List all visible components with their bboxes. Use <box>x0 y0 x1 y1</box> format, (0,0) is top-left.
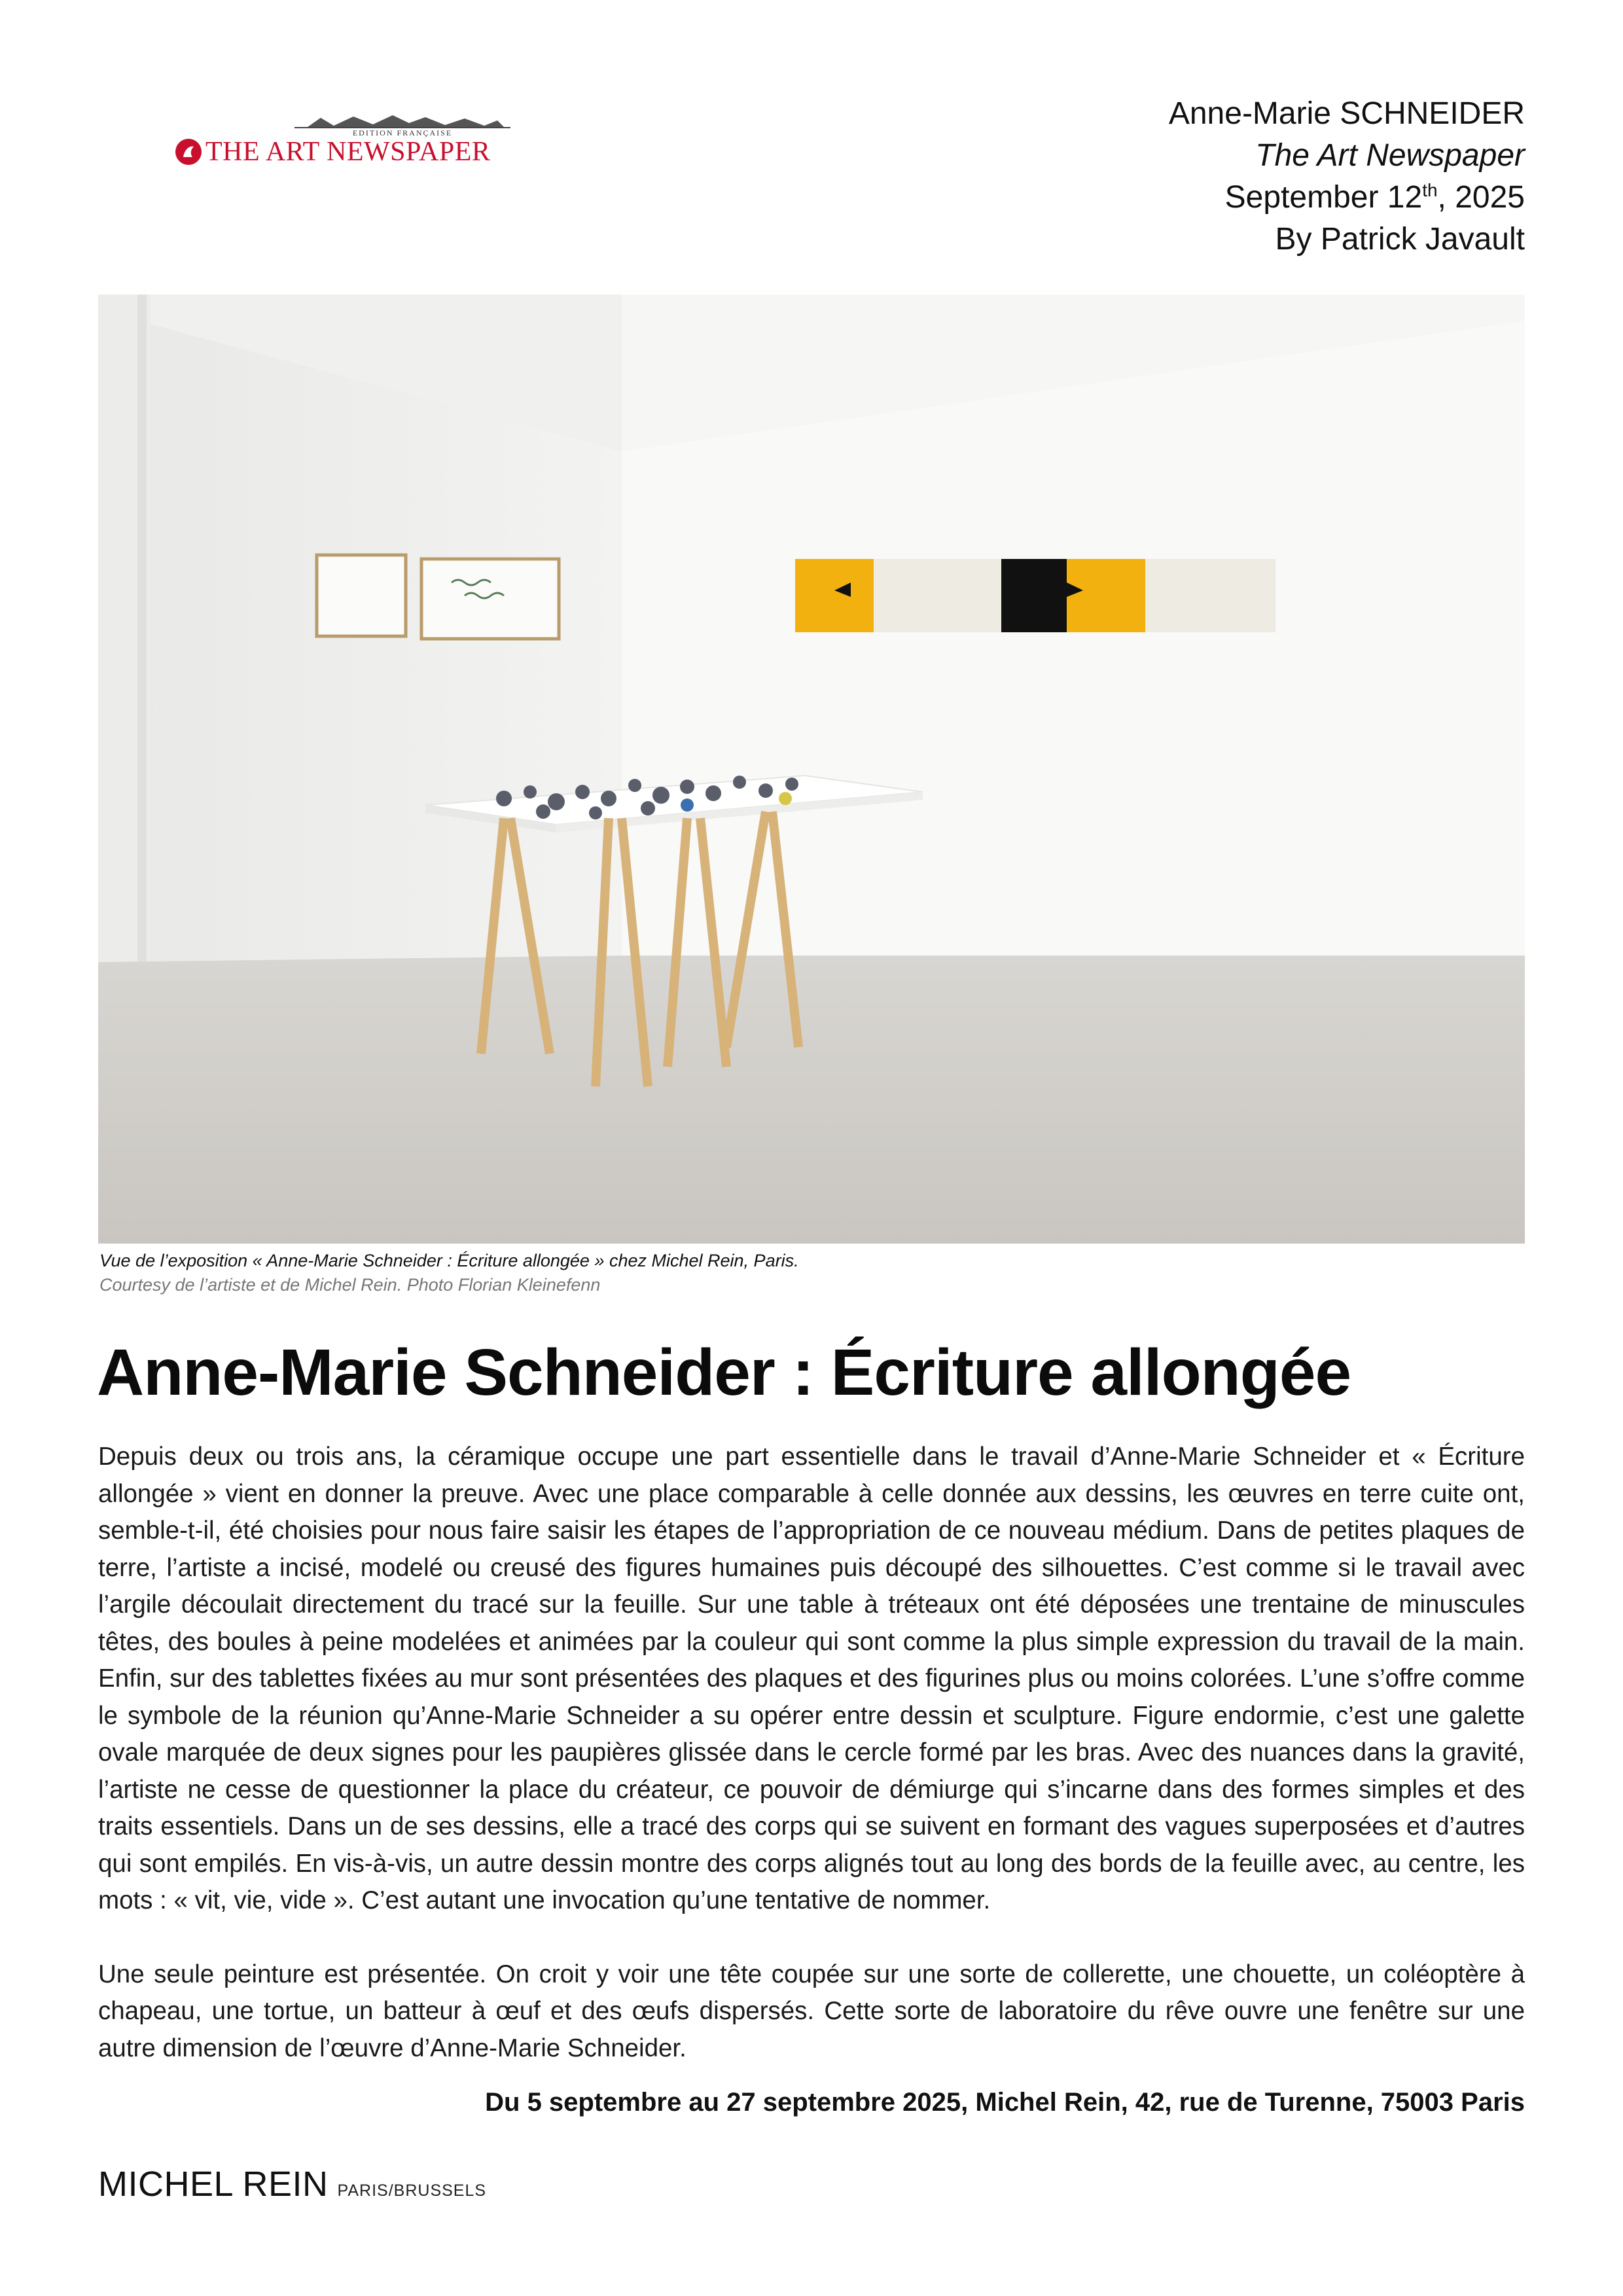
art-newspaper-logo-icon <box>175 139 202 165</box>
article-paragraph: Depuis deux ou trois ans, la céramique occupe une part essentielle dans le travail d’Anne-Marie Schneider et « Écriture allongée » vient en donner la preuve. Avec une place comparable à celle donnée aux dessins, les œuvres en terre cuite ont, semble-t-il, été choisies pour nous faire saisir les étapes de l’appropriation de ce nouveau médium. Dans de petites plaques de terre, l’artiste a incisé, modelé ou creusé des figures humaines puis découpé des silhouettes. C’est comme si le travail avec l’argile découlait directement du tracé sur la feuille. Sur une table à tréteaux ont été déposées une trentaine de minuscules têtes, des boules à peine modelées et animées par la couleur qui sont comme la plus simple expression du travail de la main. Enfin, sur des tablettes fixées au mur sont présentées des plaques et des figurines plus ou moins colorées. L’une s’offre comme le symbole de la réunion qu’Anne-Marie Schneider a su opérer entre dessin et sculpture. Figure endormie, c’est une galette ovale marquée de deux signes pour les paupières glissée dans le cercle formé par les bras. Avec des nuances dans la gravité, l’artiste ne cesse de questionner la place du créateur, ce pouvoir de démiurge qui s’incarne dans des formes simples et des traits essentiels. Dans un de ses dessins, elle a tracé des corps qui se suivent en formant des vagues superposées et d’autres qui sont empilés. En vis-à-vis, un autre dessin montre des corps alignés tout au long des bords de la feuille avec, au centre, les mots : « vit, vie, vide ». C’est autant une invocation qu’une tentative de nommer. <box>98 1443 1525 1914</box>
photo-caption <box>99 1249 799 1297</box>
article-meta <box>1169 93 1525 260</box>
publication-date <box>1169 177 1525 219</box>
masthead-edition: EDITION FRANÇAISE <box>352 128 453 137</box>
article-body <box>98 1439 1525 2104</box>
gallery-installation-photo <box>98 295 1525 1244</box>
art-newspaper-logo <box>98 98 589 180</box>
article-title: Anne-Marie Schneider : Écriture allongée <box>97 1336 1351 1409</box>
publication-name: The Art Newspaper <box>1255 138 1525 173</box>
gallery-footer <box>98 2164 486 2204</box>
gallery-locations: PARIS/BRUSSELS <box>337 2181 487 2200</box>
date-year: , 2025 <box>1437 180 1525 215</box>
caption-credit: Courtesy de l’artiste et de Michel Rein. Photo Florian Kleinefenn <box>99 1275 601 1295</box>
date-main: September 12 <box>1224 180 1423 215</box>
exhibition-photo <box>98 295 1525 1244</box>
article-paragraph: Une seule peinture est présentée. On croit y voir une tête coupée sur une sorte de collerette, une chouette, un coléoptère à chapeau, une tortue, un batteur à œuf et des œufs dispersés. Cette sorte de laboratoire du rêve ouvre une fenêtre sur une autre dimension de l’œuvre d’Anne-Marie Schneider. <box>98 1960 1525 2062</box>
gallery-brand: MICHEL REIN <box>98 2164 329 2204</box>
author-byline: By Patrick Javault <box>1275 222 1525 257</box>
artist-name: Anne-Marie SCHNEIDER <box>1168 96 1525 131</box>
date-suffix: th <box>1422 180 1438 200</box>
exhibition-dates: Du 5 septembre au 27 septembre 2025, Michel Rein, 42, rue de Turenne, 75003 Paris <box>485 2088 1525 2117</box>
caption-line-1: Vue de l’exposition « Anne-Marie Schneider : Écriture allongée » chez Michel Rein, Paris. <box>99 1251 799 1270</box>
masthead-name: THE ART NEWSPAPER <box>205 137 491 167</box>
